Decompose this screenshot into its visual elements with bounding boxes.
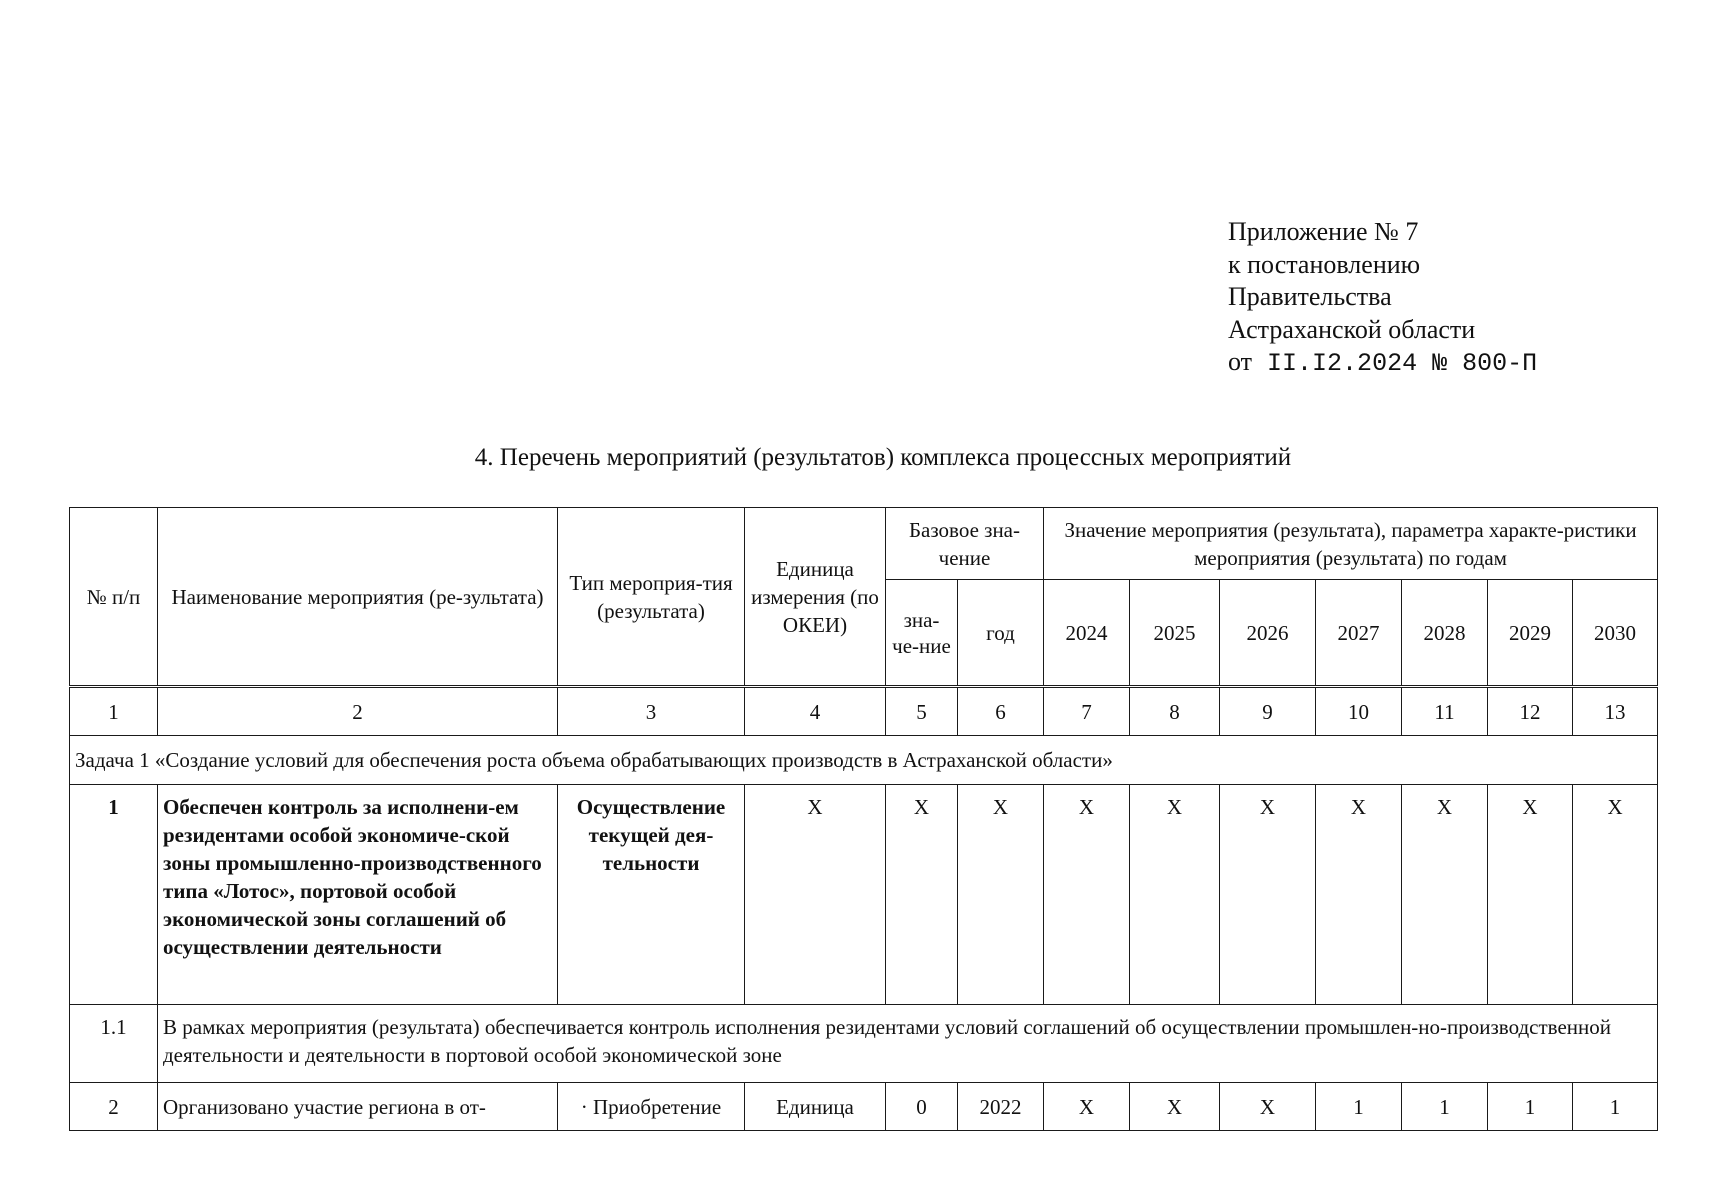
task-row [70, 736, 1658, 785]
header-year: 2024 [1044, 580, 1130, 687]
column-number: 11 [1402, 687, 1488, 736]
row-name: Обеспечен контроль за исполнени-ем резидентами особой экономиче-ской зоны промышленно-производственного типа «Лотос», портовой особой экономической зоны соглашений об осуществлении деятельности [158, 785, 558, 1005]
measures-table [69, 507, 1658, 1131]
row-value-2028: X [1402, 785, 1488, 1005]
row-value-2024: X [1044, 1083, 1130, 1131]
header-row-1 [70, 508, 1658, 580]
row-value-2026: X [1220, 1083, 1316, 1131]
column-number-row [70, 687, 1658, 736]
row-unit: X [745, 785, 886, 1005]
row-base-year: 2022 [958, 1083, 1044, 1131]
row-num: 1 [70, 785, 158, 1005]
header-name: Наименование мероприятия (ре-зультата) [158, 508, 558, 687]
appendix-line-2: к постановлению [1228, 249, 1421, 279]
header-year: 2028 [1402, 580, 1488, 687]
row-value-2030: X [1573, 785, 1658, 1005]
header-year: 2027 [1316, 580, 1402, 687]
header-values: Значение мероприятия (результата), параметра характе-ристики мероприятия (результата) по годам [1044, 508, 1658, 580]
row-value-2028: 1 [1402, 1083, 1488, 1131]
appendix-block [1228, 216, 1537, 381]
appendix-date-prefix: от [1228, 347, 1253, 376]
column-number: 1 [70, 687, 158, 736]
document-title: 4. Перечень мероприятий (результатов) комплекса процессных мероприятий [474, 444, 1292, 471]
column-number: 9 [1220, 687, 1316, 736]
column-number: 6 [958, 687, 1044, 736]
header-base-year: год [958, 580, 1044, 687]
row-base-year: X [958, 785, 1044, 1005]
row-value-2024: X [1044, 785, 1130, 1005]
row-value-2025: X [1130, 1083, 1220, 1131]
row-unit: Единица [745, 1083, 886, 1131]
header-num: № п/п [70, 508, 158, 687]
table-row [70, 785, 1658, 1005]
appendix-date-line [1228, 346, 1537, 381]
task-title: Задача 1 «Создание условий для обеспечения роста объема обрабатывающих производств в Астраханской области» [70, 736, 1658, 785]
column-number: 3 [558, 687, 745, 736]
row-value-2027: X [1316, 785, 1402, 1005]
row-value-2025: X [1130, 785, 1220, 1005]
row-value-2030: 1 [1573, 1083, 1658, 1131]
row-value-2029: 1 [1488, 1083, 1573, 1131]
row-base-value: 0 [886, 1083, 958, 1131]
header-base-value: зна-че-ние [886, 580, 958, 687]
appendix-line-1: Приложение № 7 [1228, 217, 1419, 246]
table-row [70, 1005, 1658, 1083]
header-year: 2029 [1488, 580, 1573, 687]
column-number: 8 [1130, 687, 1220, 736]
row-description: В рамках мероприятия (результата) обеспечивается контроль исполнения резидентами условий соглашений об осуществлении промышлен-но-производственной деятельности и деятельности в портовой особой экономической зоне [158, 1005, 1658, 1083]
header-year: 2026 [1220, 580, 1316, 687]
column-number: 7 [1044, 687, 1130, 736]
header-base: Базовое зна-чение [886, 508, 1044, 580]
appendix-line-4: Астраханской области [1228, 314, 1476, 344]
header-year: 2025 [1130, 580, 1220, 687]
row-value-2027: 1 [1316, 1083, 1402, 1131]
row-value-2029: X [1488, 785, 1573, 1005]
header-year: 2030 [1573, 580, 1658, 687]
column-number: 13 [1573, 687, 1658, 736]
column-number: 5 [886, 687, 958, 736]
appendix-line-3: Правительства [1228, 282, 1392, 311]
header-unit: Единица измерения (по ОКЕИ) [745, 508, 886, 687]
column-number: 10 [1316, 687, 1402, 736]
row-value-2026: X [1220, 785, 1316, 1005]
row-num: 1.1 [70, 1005, 158, 1083]
row-base-value: X [886, 785, 958, 1005]
row-type: · Приобретение [558, 1083, 745, 1131]
header-type: Тип мероприя-тия (результата) [558, 508, 745, 687]
row-type: Осуществление текущей дея-тельности [558, 785, 745, 1005]
appendix-date-value: II.I2.2024 № 800-П [1267, 349, 1538, 378]
row-name: Организовано участие региона в от- [158, 1083, 558, 1131]
column-number: 4 [745, 687, 886, 736]
table-row [70, 1083, 1658, 1131]
column-number: 2 [158, 687, 558, 736]
column-number: 12 [1488, 687, 1573, 736]
row-num: 2 [70, 1083, 158, 1131]
